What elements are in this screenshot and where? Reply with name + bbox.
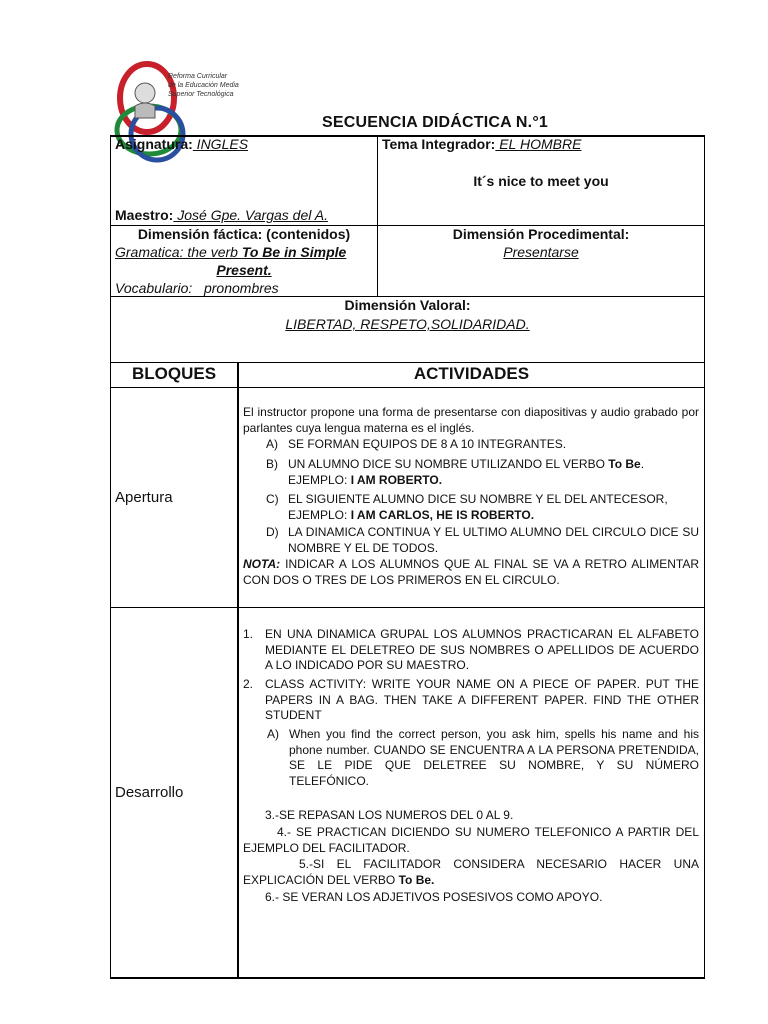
tema-value: EL HOMBRE <box>495 136 582 152</box>
apertura-item-a <box>266 437 699 453</box>
valoral-title: Dimensión Valoral: <box>344 297 471 313</box>
item-b-text: UN ALUMNO DICE SU NOMBRE UTILIZANDO EL VERBO <box>288 457 609 471</box>
item-da-text: When you find the correct person, you ask him, spells his name and his phone number. CUANDO SE ENCUENTRA A LA PERSONA PRETENDIDA, SE LE PIDE QUE DELETREE SU NOMBRE, Y SU NÚMERO TELEFÓNICO. <box>289 727 699 788</box>
actividades-header: ACTIVIDADES <box>413 364 530 383</box>
item-d-mark: D) <box>266 525 279 539</box>
tema-subtitle: It´s nice to meet you <box>473 173 609 189</box>
desarrollo-item-1 <box>243 627 699 674</box>
factica-title: Dimensión fáctica: (contenidos) <box>137 226 351 242</box>
item-b-ejemplo: EJEMPLO: <box>288 472 351 487</box>
desarrollo-item-4: 4.- SE PRACTICAN DICIENDO SU NUMERO TELEFONICO A PARTIR DEL EJEMPLO DEL FACILITADOR. <box>243 825 699 855</box>
apertura-nota <box>243 557 699 588</box>
item-5-text: 5.-SI EL FACILITADOR CONSIDERA NECESARIO HACER UNA EXPLICACIÓN DEL VERBO <box>243 857 699 887</box>
item-b-mark: B) <box>266 457 278 471</box>
tema-label: Tema Integrador: <box>382 136 496 152</box>
item-c-ejemplo-bold: I AM CARLOS, HE IS ROBERTO. <box>350 507 535 522</box>
bloques-header: BLOQUES <box>131 364 217 383</box>
valoral-value: LIBERTAD, RESPETO,SOLIDARIDAD. <box>285 316 530 332</box>
item-c-text: EL SIGUIENTE ALUMNO DICE SU NOMBRE Y EL DEL ANTECESOR, <box>288 492 668 506</box>
tema-field <box>382 136 581 152</box>
apertura-item-b <box>266 457 699 488</box>
procedimental-value: Presentarse <box>503 244 579 260</box>
item-da-mark: A) <box>267 727 279 741</box>
item-2-text: CLASS ACTIVITY: WRITE YOUR NAME ON A PIECE OF PAPER. PUT THE PAPERS IN A BAG. THEN TAKE A DIFFERENT PAPER. FIND THE OTHER STUDENT <box>265 677 699 722</box>
item-b-bold: To Be <box>608 457 641 471</box>
nota-label: NOTA: <box>243 557 281 571</box>
item-c-mark: C) <box>266 492 279 506</box>
item-b-tail: . <box>640 457 645 471</box>
factica-gramatica <box>115 244 346 260</box>
desarrollo-label: Desarrollo <box>115 784 184 801</box>
maestro-field <box>115 207 328 223</box>
gramatica-bold-2: Present. <box>216 262 272 278</box>
desarrollo-item-6: 6.- SE VERAN LOS ADJETIVOS POSESIVOS COMO APOYO. <box>265 890 603 904</box>
apertura-label: Apertura <box>115 489 173 506</box>
desarrollo-item-a <box>267 727 699 789</box>
gramatica-bold: To Be in Simple <box>241 244 347 260</box>
asignatura-label: Asignatura: <box>115 136 193 152</box>
item-a-mark: A) <box>266 437 278 451</box>
item-1-text: EN UNA DINAMICA GRUPAL LOS ALUMNOS PRACTICARAN EL ALFABETO MEDIANTE EL DELETREO DE SUS NOMBRES O APELLIDOS DE ACUERDO A LO INDICADO POR SU MAESTRO. <box>265 627 699 672</box>
desarrollo-item-3: 3.-SE REPASAN LOS NUMEROS DEL 0 AL 9. <box>265 808 514 822</box>
desarrollo-item-2 <box>243 677 699 724</box>
maestro-label: Maestro: <box>115 207 174 223</box>
item-1-mark: 1. <box>243 627 254 641</box>
apertura-item-d <box>266 525 699 556</box>
asignatura-value: INGLES <box>192 136 249 152</box>
apertura-item-c <box>266 492 699 523</box>
apertura-intro: El instructor propone una forma de presentarse con diapositivas y audio grabado por parlantes cuya lengua materna es el inglés. <box>243 405 699 435</box>
item-a-text: SE FORMAN EQUIPOS DE 8 A 10 INTEGRANTES. <box>288 437 567 451</box>
document-title: SECUENCIA DIDÁCTICA N.°1 <box>322 114 549 131</box>
logo-text: Reforma Curricular de la Educación Media Superior Tecnológica <box>168 73 239 98</box>
maestro-value: José Gpe. Vargas del A. <box>173 207 328 223</box>
gramatica-text: Gramatica: the verb <box>115 244 242 260</box>
item-c-ejemplo: EJEMPLO: <box>288 507 351 522</box>
desarrollo-item-5 <box>243 857 699 888</box>
item-b-ejemplo-bold: I AM ROBERTO. <box>350 472 443 487</box>
nota-text: INDICAR A LOS ALUMNOS QUE AL FINAL SE VA A RETRO ALIMENTAR CON DOS O TRES DE LOS PRIMEROS EN EL CIRCULO. <box>243 557 699 587</box>
procedimental-title: Dimensión Procedimental: <box>452 226 630 242</box>
factica-vocabulario: Vocabulario: pronombres <box>115 280 279 296</box>
item-d-text: LA DINAMICA CONTINUA Y EL ULTIMO ALUMNO DEL CIRCULO DICE SU NOMBRE Y EL DE TODOS. <box>288 525 699 555</box>
asignatura-field <box>115 136 248 152</box>
item-2-mark: 2. <box>243 677 254 691</box>
item-5-bold: To Be. <box>398 872 435 887</box>
